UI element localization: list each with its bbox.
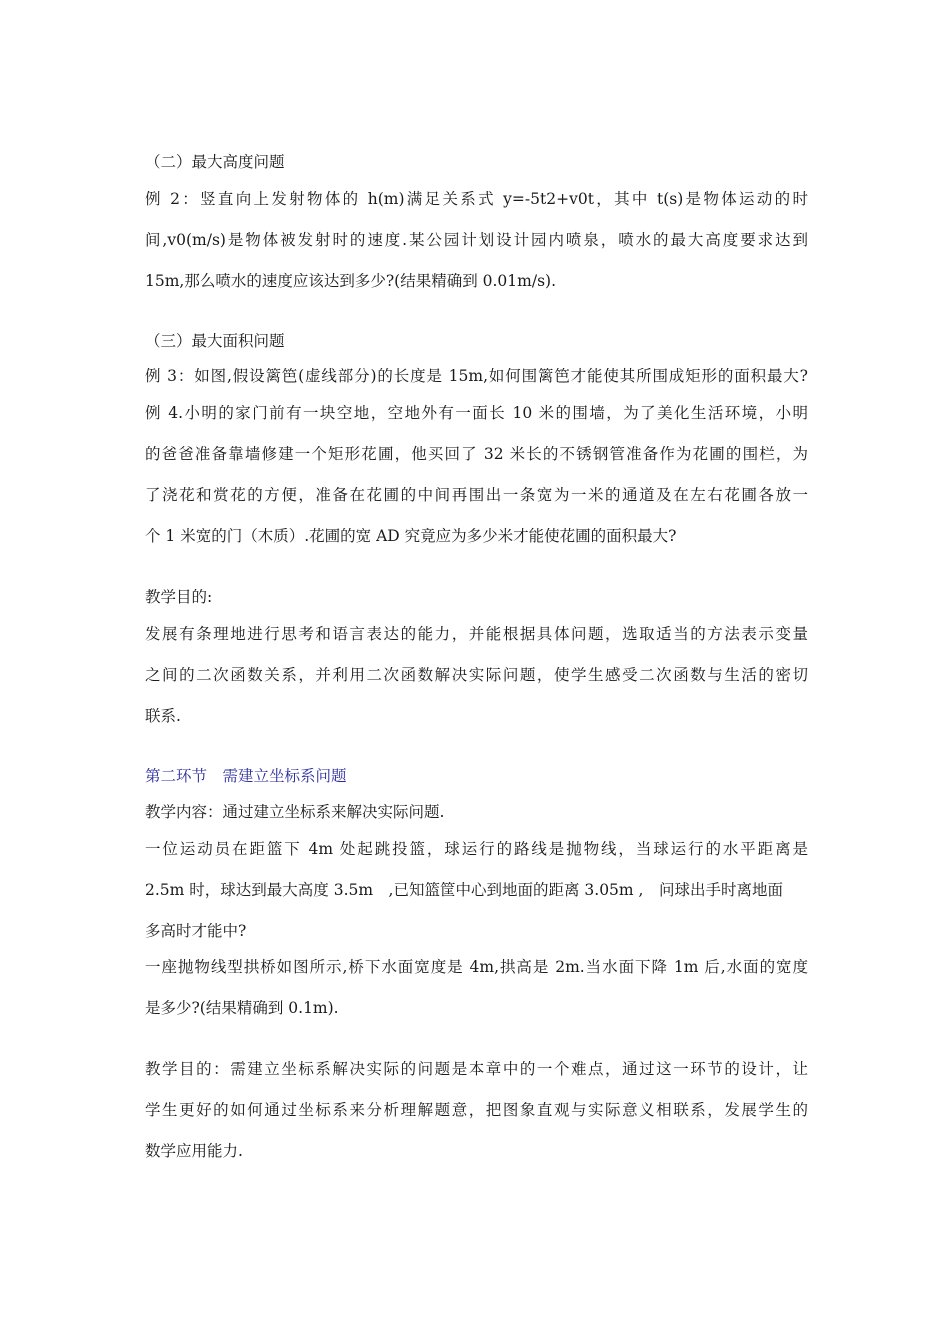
paragraph-line: 联系. bbox=[145, 707, 181, 725]
paragraph-line: 例 3：如图,假设篱笆(虚线部分)的长度是 15m,如何围篱笆才能使其所围成矩形的面积最大? bbox=[145, 367, 808, 385]
paragraph-line: 例 2：竖直向上发射物体的 h(m)满足关系式 y=-5t2+v0t，其中 t(s)是物体运动的时 bbox=[145, 190, 808, 208]
paragraph-line: 教学目的：需建立坐标系解决实际的问题是本章中的一个难点，通过这一环节的设计，让 bbox=[145, 1060, 808, 1078]
paragraph-line: 一位运动员在距篮下 4m 处起跳投篮，球运行的路线是抛物线，当球运行的水平距离是 bbox=[145, 840, 808, 858]
section-heading-coordinate-system: 第二环节 需建立坐标系问题 bbox=[145, 767, 347, 785]
section-heading-max-area: （三）最大面积问题 bbox=[145, 332, 285, 350]
paragraph-line: 之间的二次函数关系，并利用二次函数解决实际问题，使学生感受二次函数与生活的密切 bbox=[145, 666, 808, 684]
paragraph-line: 发展有条理地进行思考和语言表达的能力，并能根据具体问题，选取适当的方法表示变量 bbox=[145, 625, 808, 643]
paragraph-line: 2.5m 时，球达到最大高度 3.5m ,已知篮筐中心到地面的距离 3.05m , 问球出手时离地面 bbox=[145, 881, 783, 899]
paragraph-line: 15m,那么喷水的速度应该达到多少?(结果精确到 0.01m/s). bbox=[145, 272, 556, 290]
paragraph-line: 的爸爸准备靠墙修建一个矩形花圃，他买回了 32 米长的不锈钢管准备作为花圃的围栏，为 bbox=[145, 445, 808, 463]
paragraph-line: 了浇花和赏花的方便，准备在花圃的中间再围出一条宽为一米的通道及在左右花圃各放一 bbox=[145, 486, 808, 504]
paragraph-line: 间,v0(m/s)是物体被发射时的速度.某公园计划设计园内喷泉，喷水的最大高度要求达到 bbox=[145, 231, 808, 249]
paragraph-line: 一座抛物线型拱桥如图所示,桥下水面宽度是 4m,拱高是 2m.当水面下降 1m 后,水面的宽度 bbox=[145, 958, 808, 976]
paragraph-line: 学生更好的如何通过坐标系来分析理解题意，把图象直观与实际意义相联系，发展学生的 bbox=[145, 1101, 808, 1119]
teaching-content-label: 教学内容：通过建立坐标系来解决实际问题. bbox=[145, 803, 445, 821]
paragraph-line: 个 1 米宽的门（木质）.花圃的宽 AD 究竟应为多少米才能使花圃的面积最大? bbox=[145, 527, 677, 545]
paragraph-line: 是多少?(结果精确到 0.1m). bbox=[145, 999, 339, 1017]
teaching-goal-label: 教学目的: bbox=[145, 588, 213, 606]
paragraph-line: 例 4.小明的家门前有一块空地，空地外有一面长 10 米的围墙，为了美化生活环境，小明 bbox=[145, 404, 808, 422]
paragraph-line: 数学应用能力. bbox=[145, 1142, 243, 1160]
section-heading-max-height: （二）最大高度问题 bbox=[145, 153, 285, 171]
paragraph-line: 多高时才能中? bbox=[145, 922, 247, 940]
